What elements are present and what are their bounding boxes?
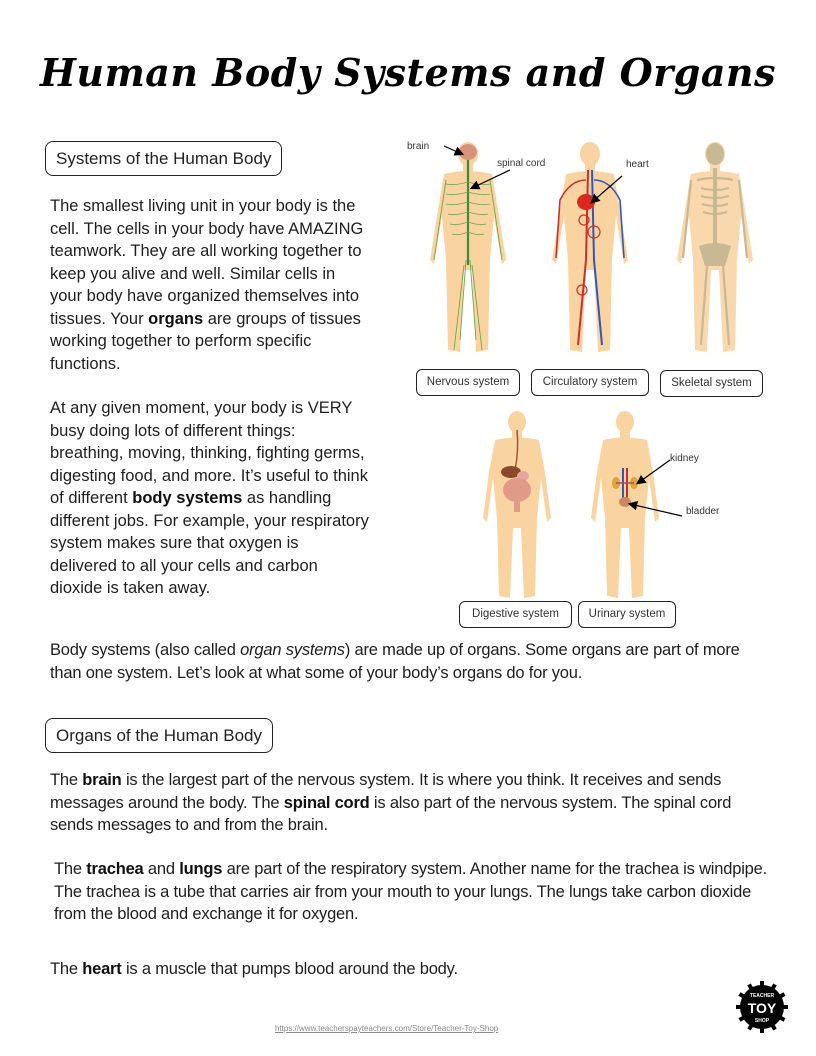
label-circulatory-system: Circulatory system [531, 369, 649, 396]
organ-systems-paragraph [50, 639, 770, 684]
text: Body systems (also called [50, 641, 241, 659]
text: The [50, 960, 83, 978]
label-skeletal-system: Skeletal system [660, 370, 763, 397]
body-systems-illustration [400, 140, 780, 370]
digestive-urinary-illustration [470, 410, 740, 600]
bold-term-organs: organs [148, 309, 204, 328]
teacher-toy-shop-logo-icon [735, 980, 789, 1034]
italic-term-organ-systems: organ systems [240, 641, 345, 659]
text: ) are made up of organs. Some organs are part of more than one system. Let’s look at what some of your body’s organs do for you. [50, 641, 740, 682]
svg-text:TEACHER: TEACHER [749, 993, 775, 999]
label-urinary-system: Urinary system [578, 601, 676, 628]
urinary-system-figure [591, 411, 659, 598]
nervous-system-figure [430, 142, 506, 352]
callout-heart: heart [626, 159, 649, 170]
text: The [54, 860, 87, 878]
bold-term-spinal-cord: spinal cord [283, 793, 370, 812]
callout-spinal-cord: spinal cord [497, 158, 546, 169]
text: is the largest part of the nervous system. It is where you think. It receives and sends messages around the body. The [50, 771, 722, 812]
text: and [143, 860, 180, 878]
svg-text:SHOP: SHOP [754, 1018, 770, 1024]
bold-term-brain: brain [82, 771, 122, 789]
text: are groups of tissues working together to perform specific functions. [50, 309, 361, 373]
text: are part of the respiratory system. Another name for the trachea is windpipe. The trachea is a tube that carries air from your mouth to your lungs. The lungs take carbon dioxide from the blood and exchange it for oxygen. [54, 860, 767, 923]
callout-brain: brain [407, 141, 430, 152]
store-link[interactable]: https://www.teacherspayteachers.com/Store/Teacher-Toy-Shop [275, 1024, 499, 1033]
bold-term-body-systems: body systems [132, 489, 243, 507]
text: At any given moment, your body is VERY busy doing lots of different things: breathing, moving, thinking, fighting germs, digesting food, and more. It’s useful to think of different [50, 399, 368, 507]
label-digestive-system: Digestive system [459, 601, 572, 628]
circulatory-system-figure [552, 142, 628, 352]
section-heading-systems: Systems of the Human Body [45, 141, 282, 176]
svg-text:TOY: TOY [747, 1000, 777, 1016]
intro-paragraph [50, 195, 370, 375]
respiratory-paragraph [54, 858, 769, 926]
heart-paragraph [50, 958, 765, 981]
bold-term-heart: heart [82, 960, 122, 978]
text: The [50, 771, 83, 789]
label-nervous-system: Nervous system [416, 369, 520, 396]
text: as handling different jobs. For example, your respiratory system makes sure that oxygen is delivered to all your cells and carbon dioxide is taken away. [50, 489, 369, 597]
callout-kidney: kidney [670, 453, 699, 464]
brain-paragraph [50, 769, 770, 837]
section-heading-organs: Organs of the Human Body [45, 718, 273, 753]
text: The smallest living unit in your body is the cell. The cells in your body have AMAZING teamwork. They are all working together to keep you alive and well. Similar cells in your body have organized themselves into tissues. Your [50, 197, 364, 328]
page-title: Human Body Systems and Organs [40, 50, 776, 95]
bold-term-lungs: lungs [179, 860, 223, 878]
skeletal-system-figure [677, 142, 753, 352]
callout-bladder: bladder [686, 506, 720, 517]
digestive-system-figure [483, 411, 551, 598]
text: is also part of the nervous system. The spinal cord sends messages to and from the brain. [50, 793, 732, 834]
body-systems-paragraph [50, 397, 370, 600]
text: is a muscle that pumps blood around the body. [121, 960, 458, 978]
bold-term-trachea: trachea [86, 860, 144, 878]
